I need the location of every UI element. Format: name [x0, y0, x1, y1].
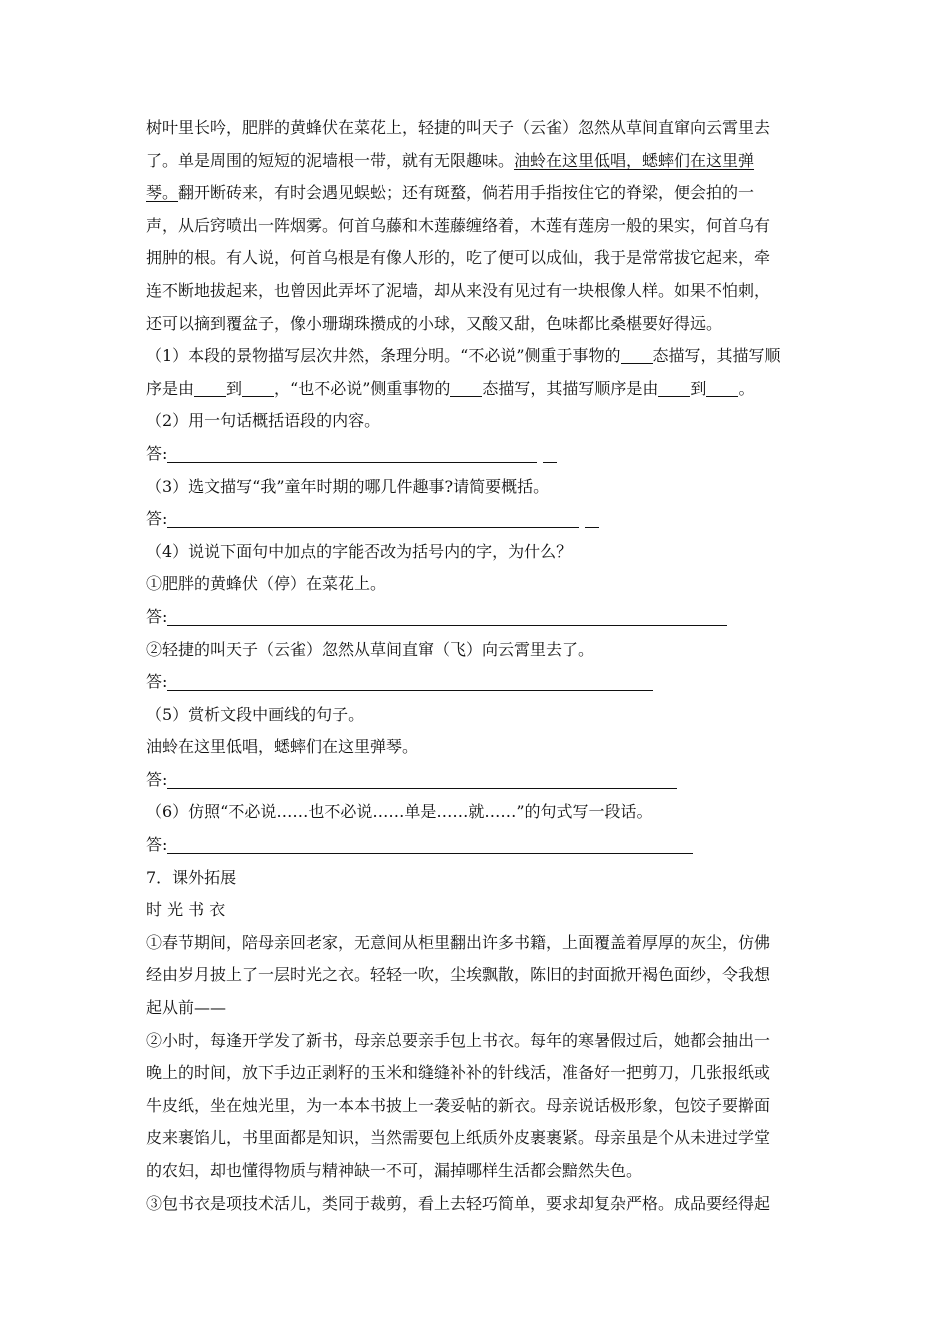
q1-text: 序是由	[146, 378, 195, 398]
article-line: ②小时，每逢开学发了新书，母亲总要亲手包上书衣。每年的寒暑假过后，她都会抽出一	[146, 1030, 771, 1050]
question-4-item-1: ①肥胖的黄蜂伏（停）在菜花上。	[146, 574, 387, 594]
answer-row	[146, 764, 806, 797]
answer-line[interactable]	[167, 670, 653, 691]
article-line: 起从前——	[146, 998, 227, 1018]
answer-line-tail	[543, 442, 557, 463]
answer-line[interactable]	[167, 768, 677, 789]
q1-text: 到	[226, 378, 243, 398]
passage-text: 翻开断砖来，有时会遇见蜈蚣；还有斑蝥，倘若用手指按住它的脊梁，便会拍的一	[178, 183, 755, 203]
question-4: （4）说说下面句中加点的字能否改为括号内的字，为什么？	[146, 541, 573, 561]
article-line: 牛皮纸，坐在烛光里，为一本本书披上一袭妥帖的新衣。母亲说话极形象，包饺子要擀面	[146, 1095, 771, 1115]
passage-line: 还可以摘到覆盆子，像小珊瑚珠攒成的小球，又酸又甜，色味都比桑椹要好得远。	[146, 313, 723, 333]
q1-text: 态描写，其描写顺序是由	[482, 378, 659, 398]
question-5: （5）赏析文段中画线的句子。	[146, 704, 365, 724]
article-line: ③包书衣是项技术活儿，类同于裁剪，看上去轻巧简单，要求却复杂严格。成品要经得起	[146, 1193, 771, 1213]
answer-label: 答:	[146, 769, 168, 789]
q1-text: 。	[738, 378, 755, 398]
article-line: 的农妇，却也懂得物质与精神缺一不可，漏掉哪样生活都会黯然失色。	[146, 1161, 643, 1180]
question-6: （6）仿照“不必说……也不必说……单是……就……”的句式写一段话。	[146, 802, 653, 822]
answer-row	[146, 438, 806, 471]
answer-line[interactable]	[167, 605, 727, 626]
answer-row	[146, 829, 806, 862]
answer-row	[146, 503, 806, 536]
fill-blank[interactable]	[706, 378, 738, 397]
article-line: 晚上的时间，放下手边正剥籽的玉米和缝缝补补的针线活，准备好一把剪刀，几张报纸或	[146, 1063, 771, 1083]
question-5-sentence: 油蛉在这里低唱，蟋蟀们在这里弹琴。	[146, 737, 419, 757]
passage-text: 了。单是周围的短短的泥墙根一带，就有无限趣味。	[146, 150, 515, 170]
passage-line: 树叶里长吟，肥胖的黄蜂伏在菜花上，轻捷的叫天子（云雀）忽然从草间直窜向云霄里去	[146, 118, 771, 137]
answer-line-tail	[585, 507, 599, 528]
answer-row	[146, 601, 806, 634]
underlined-sentence-end: 琴。	[146, 183, 179, 203]
question-1-line2	[146, 373, 806, 406]
passage-line: 连不断地拔起来，也曾因此弄坏了泥墙，却从来没有见过有一块根像人样。如果不怕刺，	[146, 280, 771, 300]
passage-line	[146, 145, 806, 178]
document-page	[146, 112, 806, 1220]
passage-line: 拥肿的根。有人说，何首乌根是有像人形的，吃了便可以成仙，我于是常常拔它起来，牵	[146, 248, 771, 268]
answer-line[interactable]	[167, 833, 693, 854]
fill-blank[interactable]	[242, 378, 274, 397]
question-3: （3）选文描写“我”童年时期的哪几件趣事?请简要概括。	[146, 476, 550, 496]
answer-line[interactable]	[167, 507, 579, 528]
article-line: 皮来裹馅儿，书里面都是知识，当然需要包上纸质外皮裹裹紧。母亲虽是个从未进过学堂	[146, 1128, 771, 1148]
passage-line: 声，从后窍喷出一阵烟雾。何首乌藤和木莲藤缠络着，木莲有莲房一般的果实，何首乌有	[146, 215, 771, 235]
passage-line	[146, 177, 806, 210]
article-line: ①春节期间，陪母亲回老家，无意间从柜里翻出许多书籍，上面覆盖着厚厚的灰尘，仿佛	[146, 932, 771, 952]
answer-label: 答:	[146, 606, 168, 626]
question-2: （2）用一句话概括语段的内容。	[146, 411, 381, 431]
question-4-item-2: ②轻捷的叫天子（云雀）忽然从草间直窜（飞）向云霄里去了。	[146, 639, 595, 659]
q1-text: 态描写，其描写顺	[652, 346, 781, 366]
answer-label: 答:	[146, 672, 168, 692]
answer-row	[146, 666, 806, 699]
answer-label: 答:	[146, 443, 168, 463]
q1-text: 到	[690, 378, 707, 398]
answer-label: 答:	[146, 835, 168, 855]
fill-blank[interactable]	[194, 378, 226, 397]
section-7-heading: 7．课外拓展	[146, 867, 237, 887]
fill-blank[interactable]	[621, 345, 653, 364]
answer-label: 答:	[146, 509, 168, 529]
underlined-sentence: 油蛉在这里低唱，蟋蟀们在这里弹	[514, 150, 755, 170]
q1-text: ，“也不必说”侧重事物的	[274, 378, 451, 398]
article-title: 时 光 书 衣	[146, 900, 226, 920]
q1-text: （1）本段的景物描写层次井然，条理分明。“不必说”侧重于事物的	[146, 346, 621, 366]
answer-line[interactable]	[167, 442, 537, 463]
question-1-line1	[146, 340, 806, 373]
article-line: 经由岁月披上了一层时光之衣。轻轻一吹，尘埃飘散，陈旧的封面掀开褐色面纱，令我想	[146, 965, 771, 985]
fill-blank[interactable]	[658, 378, 690, 397]
fill-blank[interactable]	[450, 378, 482, 397]
